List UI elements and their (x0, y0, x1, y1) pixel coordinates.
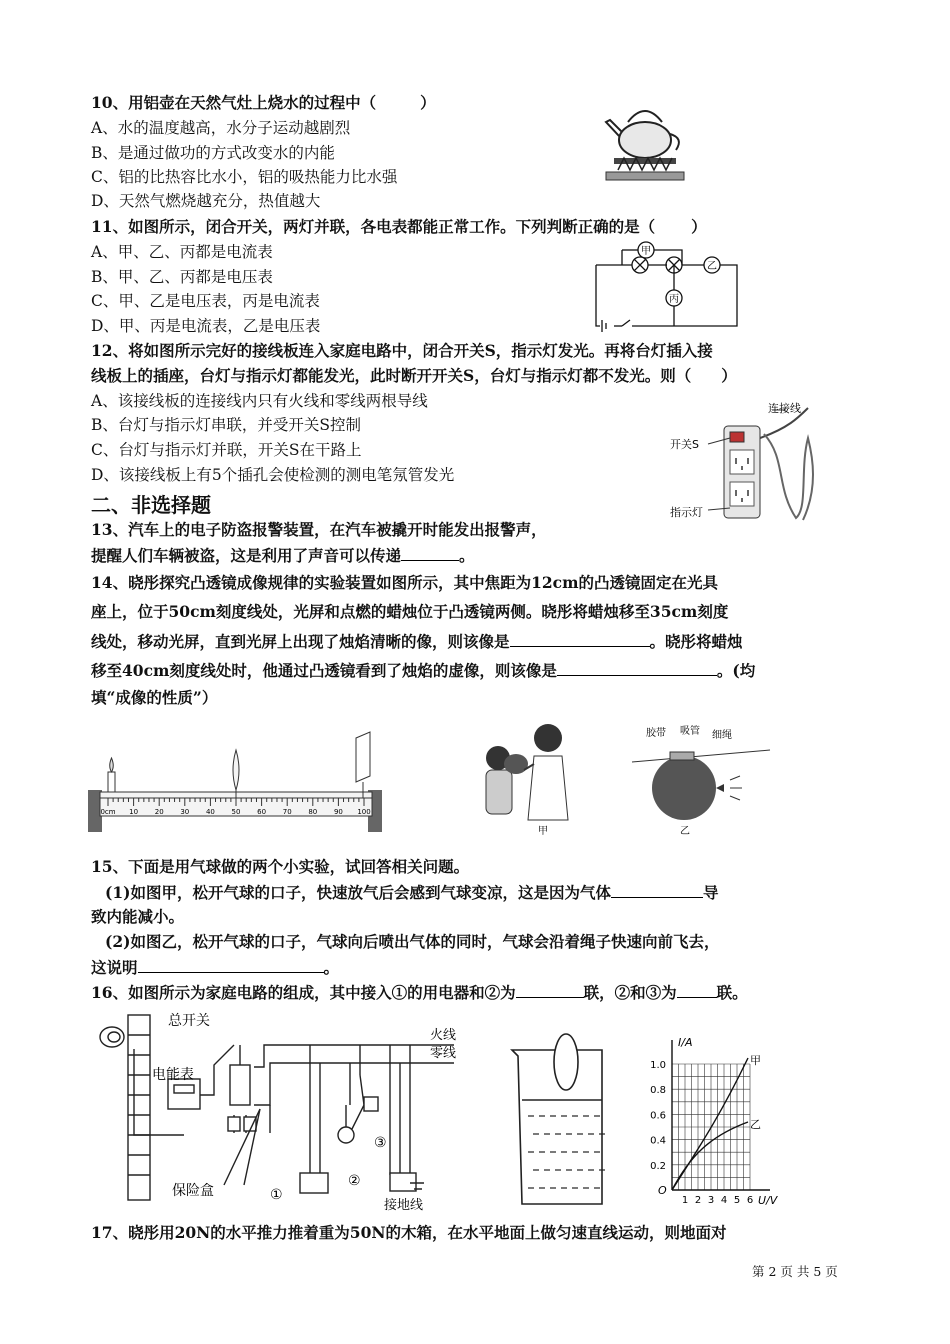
q14-line3-end: 。晓彤将蜡烛 (649, 632, 743, 651)
q14-answer-blank-1[interactable] (510, 630, 650, 647)
label-yi: 乙 (707, 261, 717, 272)
q11-option-a: A、甲、乙、丙都是电流表 (91, 243, 273, 261)
q15-p2-end: 。 (323, 958, 340, 977)
bench-tick-label: 80 (308, 808, 318, 816)
q14-line4 (91, 659, 755, 682)
iv-ytick-label: 0.2 (650, 1160, 666, 1172)
q12-option-d: D、该接线板上有5个插孔会使检测的测电笔氖管发光 (91, 466, 455, 484)
iv-ytick-label: 0.6 (650, 1110, 666, 1122)
iv-graph (640, 1036, 790, 1214)
q12-stem-text: 线板上的插座，台灯与指示灯都能发光，此时断开开关S，台灯与指示灯都不发光。则（ (91, 366, 692, 385)
q10-stem-close: ） (420, 93, 436, 112)
label-fuse: 保险盒 (172, 1183, 214, 1199)
q16-text: 16、如图所示为家庭电路的组成，其中接入①的用电器和②为 (91, 983, 516, 1002)
q13-line2-text: 提醒人们车辆被盗，这是利用了声音可以传递 (91, 546, 402, 565)
beaker-figure (510, 1020, 610, 1216)
household-circuit-figure (94, 1005, 474, 1213)
q11-stem-text: 11、如图所示，闭合开关，两灯并联，各电表都能正常工作。下列判断正确的是（ (91, 217, 656, 236)
q16-answer-blank-2[interactable] (677, 981, 717, 998)
label-yi: 乙 (680, 826, 690, 836)
q13-line2-end: 。 (459, 546, 475, 565)
q12-stem-line2 (91, 365, 737, 387)
q15-p2-line2 (91, 956, 339, 979)
q14-line3 (91, 630, 743, 653)
series-a-label: 甲 (750, 1054, 761, 1067)
section-2-title: 二、非选择题 (91, 493, 211, 517)
q13-line1: 13、汽车上的电子防盗报警装置，在汽车被撬开时能发出报警声， (91, 520, 547, 539)
q11-option-c: C、甲、乙是电压表，丙是电流表 (91, 292, 320, 310)
bench-tick-label: 60 (257, 808, 267, 816)
iv-origin: O (658, 1184, 667, 1197)
balloon-figure-jia (468, 720, 588, 838)
label-indicator: 指示灯 (670, 506, 703, 519)
label-n3: ③ (374, 1135, 387, 1151)
iv-ytick-label: 1.0 (650, 1060, 666, 1071)
bench-tick-label: 50 (231, 808, 241, 816)
label-neutral: 零线 (430, 1046, 457, 1061)
q14-line3-text: 线处，移动光屏，直到光屏上出现了烛焰清晰的像，则该像是 (91, 632, 510, 651)
q16-answer-blank-1[interactable] (516, 981, 584, 998)
q11-stem (91, 216, 707, 238)
bench-tick-label: 40 (205, 808, 215, 816)
q10-option-a: A、水的温度越高，水分子运动越剧烈 (91, 119, 351, 137)
label-tape: 胶带 (646, 728, 666, 739)
page-footer: 第 2 页 共 5 页 (752, 1264, 838, 1279)
bench-tick-label: 30 (180, 808, 190, 816)
q15-p1-text: (1)如图甲，松开气球的口子，快速放气后会感到气球变凉，这是因为气体 (105, 883, 611, 902)
q16-mid: 联，②和③为 (583, 983, 677, 1002)
q15-answer-blank-2[interactable] (138, 956, 324, 973)
q14-line2: 座上，位于50cm刻度线处，光屏和点燃的蜡烛位于凸透镜两侧。晓彤将蜡烛移至35cm刻度 (91, 602, 729, 621)
iv-xtick-label: 3 (707, 1195, 715, 1206)
q13-answer-blank[interactable] (401, 544, 459, 561)
label-live: 火线 (430, 1028, 457, 1043)
label-rope: 细绳 (712, 730, 732, 741)
label-bing: 丙 (669, 294, 679, 305)
bench-tick-label: 0cm (100, 808, 116, 816)
iv-xtick-label: 4 (720, 1195, 728, 1206)
q12-option-b: B、台灯与指示灯串联，并受开关S控制 (91, 416, 362, 434)
q14-line4-end: 。(均 (716, 661, 756, 680)
q12-stem-close: ） (721, 366, 737, 385)
q13-line2 (91, 544, 475, 567)
label-main-switch: 总开关 (168, 1013, 210, 1029)
iv-xlabel: U/V (758, 1194, 778, 1207)
label-jia: 甲 (641, 246, 651, 257)
q10-option-b: B、是通过做功的方式改变水的内能 (91, 144, 335, 162)
q16-line (91, 981, 748, 1004)
optical-bench-figure (84, 724, 384, 834)
iv-xtick-label: 2 (694, 1195, 702, 1206)
label-switch-s: 开关S (670, 438, 699, 451)
iv-xtick-label: 6 (746, 1195, 754, 1206)
iv-xtick-label: 1 (681, 1195, 689, 1206)
q15-p1 (91, 881, 718, 904)
label-n2: ② (348, 1173, 361, 1189)
q10-stem-text: 10、用铝壶在天然气灶上烧水的过程中（ (91, 93, 377, 112)
bench-tick-label: 70 (282, 808, 292, 816)
bench-tick-label: 20 (154, 808, 164, 816)
q15-p2-line1: (2)如图乙，松开气球的口子，气球向后喷出气体的同时，气球会沿着绳子快速向前飞去， (105, 932, 720, 951)
bench-tick-label: 90 (333, 808, 343, 816)
power-strip-figure (668, 398, 828, 528)
q17-line1: 17、晓彤用20N的水平推力推着重为50N的木箱，在水平地面上做匀速直线运动，则地面对 (91, 1223, 727, 1242)
q15-answer-blank-1[interactable] (611, 881, 703, 898)
q12-option-a: A、该接线板的连接线内只有火线和零线两根导线 (91, 392, 428, 410)
q16-end: 联。 (716, 983, 748, 1002)
q10-option-d: D、天然气燃烧越充分，热值越大 (91, 192, 321, 210)
q11-stem-close: ） (691, 217, 707, 236)
q14-line4-text: 移至40cm刻度线处时，他通过凸透镜看到了烛焰的虚像，则该像是 (91, 661, 557, 680)
q15-p2-text: 这说明 (91, 958, 138, 977)
q11-option-d: D、甲、丙是电流表，乙是电压表 (91, 317, 321, 335)
label-jia: 甲 (538, 826, 548, 837)
series-b-label: 乙 (750, 1118, 761, 1131)
iv-xtick-label: 5 (733, 1195, 741, 1206)
iv-ylabel: I/A (678, 1036, 693, 1049)
label-straw: 吸管 (680, 726, 700, 737)
iv-ytick-label: 0.8 (650, 1085, 666, 1097)
q14-line5: 填“成像的性质”） (91, 688, 218, 707)
q10-option-c: C、铝的比热容比水小，铝的吸热能力比水强 (91, 168, 398, 186)
q12-stem-line1: 12、将如图所示完好的接线板连入家庭电路中，闭合开关S，指示灯发光。再将台灯插入接 (91, 341, 713, 360)
label-meter: 电能表 (152, 1067, 194, 1083)
bench-tick-label: 10 (129, 808, 139, 816)
q11-circuit-figure (592, 240, 742, 332)
q11-option-b: B、甲、乙、丙都是电压表 (91, 268, 273, 286)
balloon-figure-yi (630, 724, 780, 836)
label-n1: ① (270, 1187, 283, 1203)
iv-ytick-label: 0.4 (650, 1135, 666, 1147)
q12-option-c: C、台灯与指示灯并联，开关S在干路上 (91, 441, 362, 459)
q15-p1-end: 导 (702, 883, 719, 902)
bench-tick-label: 100 (357, 808, 371, 816)
q15-line1: 15、下面是用气球做的两个小实验，试回答相关问题。 (91, 857, 470, 876)
label-ground: 接地线 (384, 1198, 424, 1213)
label-cable: 连接线 (768, 402, 801, 415)
q10-stem (91, 92, 436, 114)
kettle-figure (600, 92, 690, 187)
q14-line1: 14、晓彤探究凸透镜成像规律的实验装置如图所示，其中焦距为12cm的凸透镜固定在光具 (91, 573, 718, 592)
q14-answer-blank-2[interactable] (557, 659, 717, 676)
q15-p1-line2: 致内能减小。 (91, 907, 185, 926)
